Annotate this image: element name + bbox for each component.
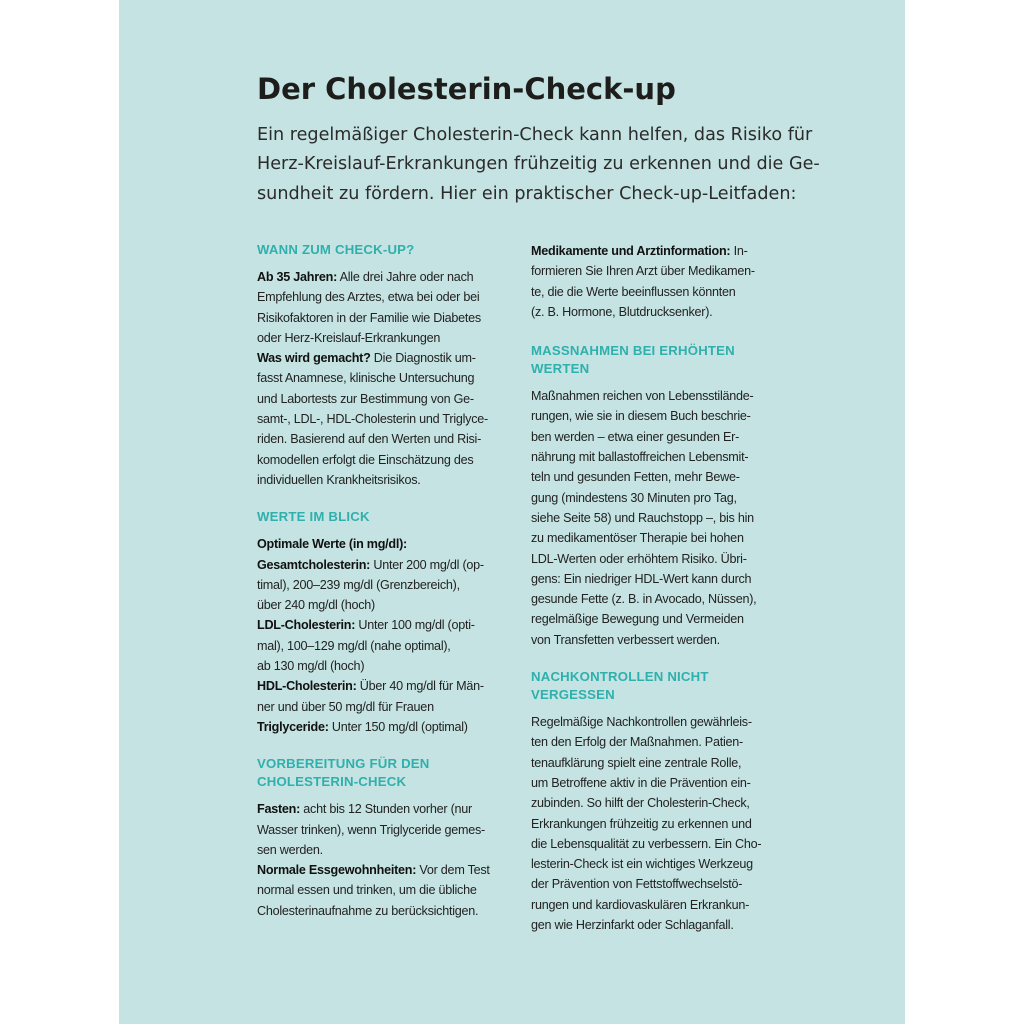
- line-text: Über 40 mg/dl für Män-: [356, 679, 484, 694]
- section-body: [531, 241, 776, 322]
- line-text: Maßnahmen reichen von Lebensstilände-: [531, 389, 754, 404]
- line-text: normal essen und trinken, um die übliche: [257, 883, 477, 898]
- line-text: regelmäßige Bewegung und Vermeiden: [531, 612, 744, 627]
- line-text: gung (mindestens 30 Minuten pro Tag,: [531, 490, 737, 505]
- bold-lead: Fasten:: [257, 802, 301, 817]
- line-text: rungen, wie sie in diesem Buch beschrie-: [531, 409, 751, 424]
- line-text: te, die die Werte beeinflussen könnten: [531, 284, 736, 299]
- line-text: zu medikamentöser Therapie bei hohen: [531, 531, 744, 546]
- text-line: [531, 427, 776, 447]
- text-line: [257, 656, 502, 676]
- line-text: mal), 100–129 mg/dl (nahe optimal),: [257, 638, 451, 653]
- text-line: [531, 447, 776, 467]
- line-text: von Transfetten verbessert werden.: [531, 632, 720, 647]
- line-text: ner und über 50 mg/dl für Frauen: [257, 699, 434, 714]
- bold-lead: Optimale Werte (in mg/dl):: [257, 537, 407, 552]
- section-body: [257, 267, 502, 490]
- text-line: [257, 799, 502, 819]
- section-body: [531, 386, 776, 650]
- section-heading: [257, 508, 502, 526]
- text-line: [531, 753, 776, 773]
- section-heading-line: WERTE IM BLICK: [257, 509, 370, 525]
- section-nachkontrollen: [531, 668, 776, 935]
- section-heading: [531, 342, 776, 378]
- text-line: [531, 589, 776, 609]
- line-text: oder Herz-Kreislauf-Erkrankungen: [257, 330, 441, 345]
- text-line: [531, 569, 776, 589]
- line-text: gesunde Fette (z. B. in Avocado, Nüssen),: [531, 592, 757, 607]
- line-text: Unter 100 mg/dl (opti-: [355, 618, 475, 633]
- text-line: [531, 386, 776, 406]
- text-line: [257, 615, 502, 635]
- bold-lead: LDL-Cholesterin:: [257, 618, 356, 633]
- bold-lead: Ab 35 Jahren:: [257, 270, 338, 284]
- text-line: [531, 874, 776, 894]
- text-line: [531, 488, 776, 508]
- bold-lead: Was wird gemacht?: [257, 351, 371, 366]
- intro-paragraph: [257, 121, 820, 209]
- line-text: tenaufklärung spielt eine zentrale Rolle,: [531, 755, 742, 770]
- line-text: samt-, LDL-, HDL-Cholesterin und Triglyce-: [257, 412, 488, 427]
- line-text: nährung mit ballastoffreichen Lebensmit-: [531, 450, 749, 465]
- line-text: über 240 mg/dl (hoch): [257, 598, 375, 613]
- text-line: [257, 308, 502, 328]
- section-heading-line: VORBEREITUNG FÜR DEN: [257, 756, 430, 772]
- text-line: [531, 834, 776, 854]
- text-line: [531, 528, 776, 548]
- bold-lead: Normale Essgewohnheiten:: [257, 863, 417, 878]
- line-text: fasst Anamnese, klinische Untersuchung: [257, 371, 475, 386]
- text-line: [531, 773, 776, 793]
- line-text: teln und gesunden Fetten, mehr Bewe-: [531, 470, 740, 485]
- text-line: [531, 467, 776, 487]
- line-text: timal), 200–239 mg/dl (Grenzbereich),: [257, 577, 460, 592]
- bold-lead: HDL-Cholesterin:: [257, 679, 357, 694]
- text-line: [531, 712, 776, 732]
- page-title: Der Cholesterin-Check-up: [257, 72, 676, 106]
- left-column: [257, 241, 502, 921]
- section-heading-line: WANN ZUM CHECK-UP?: [257, 242, 415, 257]
- section-body: [257, 799, 502, 921]
- text-line: [531, 302, 776, 322]
- text-line: [257, 717, 502, 737]
- line-text: Unter 200 mg/dl (op-: [370, 557, 484, 572]
- line-text: ab 130 mg/dl (hoch): [257, 659, 365, 674]
- line-text: individuellen Krankheitsrisikos.: [257, 472, 421, 487]
- section-heading-line: CHOLESTERIN-CHECK: [257, 774, 407, 790]
- intro-line: sundheit zu fördern. Hier ein praktischer Check-up-Leitfaden:: [257, 183, 797, 204]
- line-text: lesterin-Check ist ein wichtiges Werkzeug: [531, 857, 753, 872]
- line-text: und Labortests zur Bestimmung von Ge-: [257, 391, 474, 406]
- intro-line: Ein regelmäßiger Cholesterin-Check kann helfen, das Risiko für: [257, 125, 813, 145]
- line-text: formieren Sie Ihren Arzt über Medikamen-: [531, 264, 755, 279]
- text-line: [257, 636, 502, 656]
- section-wann: [257, 241, 502, 490]
- text-line: [531, 915, 776, 935]
- line-text: Empfehlung des Arztes, etwa bei oder bei: [257, 290, 480, 305]
- line-text: um Betroffene aktiv in die Prävention ein-: [531, 775, 751, 790]
- line-text: Cholesterinaufnahme zu berücksichtigen.: [257, 903, 479, 918]
- line-text: ben werden – etwa einer gesunden Er-: [531, 429, 740, 444]
- line-text: (z. B. Hormone, Blutdrucksenker).: [531, 304, 713, 319]
- line-text: siehe Seite 58) und Rauchstopp –, bis hin: [531, 510, 754, 525]
- text-line: [531, 814, 776, 834]
- bold-lead: Gesamtcholesterin:: [257, 557, 371, 572]
- section-heading: [531, 668, 776, 704]
- text-line: [531, 732, 776, 752]
- text-line: [531, 508, 776, 528]
- section-body: [531, 712, 776, 935]
- text-line: [257, 450, 502, 470]
- document-page: [119, 0, 905, 1024]
- text-line: [531, 549, 776, 569]
- text-line: [531, 241, 776, 261]
- line-text: LDL-Werten oder erhöhtem Risiko. Übri-: [531, 551, 747, 566]
- bold-lead: Medikamente und Arztinformation:: [531, 244, 731, 258]
- section-massnahmen: [531, 342, 776, 650]
- text-line: [257, 575, 502, 595]
- text-line: [257, 368, 502, 388]
- right-column: [531, 241, 776, 935]
- line-text: Die Diagnostik um-: [370, 351, 476, 366]
- line-text: gens: Ein niedriger HDL-Wert kann durch: [531, 571, 752, 586]
- line-text: In-: [730, 244, 748, 258]
- text-line: [257, 389, 502, 409]
- text-line: [257, 429, 502, 449]
- line-text: rungen und kardiovaskulären Erkrankun-: [531, 897, 750, 912]
- text-line: [531, 895, 776, 915]
- text-line: [257, 860, 502, 880]
- line-text: riden. Basierend auf den Werten und Risi-: [257, 432, 482, 447]
- line-text: Erkrankungen frühzeitig zu erkennen und: [531, 816, 752, 831]
- section-heading-line: VERGESSEN: [531, 687, 615, 703]
- section-body: [257, 534, 502, 737]
- text-line: [257, 676, 502, 696]
- text-line: [257, 820, 502, 840]
- bold-lead: Triglyceride:: [257, 719, 329, 734]
- line-text: Unter 150 mg/dl (optimal): [328, 719, 468, 734]
- text-line: [257, 287, 502, 307]
- text-line: [531, 261, 776, 281]
- line-text: acht bis 12 Stunden vorher (nur: [300, 802, 472, 817]
- text-line: [257, 880, 502, 900]
- line-text: Vor dem Test: [416, 863, 490, 878]
- text-line: [531, 282, 776, 302]
- section-heading: [257, 755, 502, 791]
- text-line: [531, 630, 776, 650]
- text-line: [257, 348, 502, 368]
- line-text: gen wie Herzinfarkt oder Schlaganfall.: [531, 918, 734, 933]
- section-heading-line: WERTEN: [531, 361, 590, 377]
- text-line: [531, 793, 776, 813]
- section-heading-line: NACHKONTROLLEN NICHT: [531, 669, 709, 685]
- line-text: Risikofaktoren in der Familie wie Diabetes: [257, 310, 481, 325]
- text-line: [257, 901, 502, 921]
- section-heading-line: MASSNAHMEN BEI ERHÖHTEN: [531, 343, 735, 359]
- text-line: [257, 409, 502, 429]
- text-line: [257, 267, 502, 287]
- line-text: die Lebensqualität zu verbessern. Ein Cho-: [531, 836, 762, 851]
- section-medikamente: [531, 241, 776, 322]
- line-text: komodellen erfolgt die Einschätzung des: [257, 452, 474, 467]
- text-line: [257, 470, 502, 490]
- section-vorbereitung: [257, 755, 502, 921]
- text-line: [531, 609, 776, 629]
- text-line: [257, 697, 502, 717]
- text-line: [257, 840, 502, 860]
- section-werte: [257, 508, 502, 737]
- text-line: [257, 328, 502, 348]
- text-line: [257, 595, 502, 615]
- text-line: [531, 406, 776, 426]
- line-text: sen werden.: [257, 842, 323, 857]
- line-text: Wasser trinken), wenn Triglyceride gemes-: [257, 822, 485, 837]
- section-heading: [257, 241, 502, 259]
- line-text: zubinden. So hilft der Cholesterin-Check,: [531, 796, 750, 811]
- text-line: [531, 854, 776, 874]
- text-line: [257, 534, 502, 554]
- text-line: [257, 555, 502, 575]
- line-text: ten den Erfolg der Maßnahmen. Patien-: [531, 735, 743, 750]
- line-text: Alle drei Jahre oder nach: [337, 270, 474, 284]
- intro-line: Herz-Kreislauf-Erkrankungen frühzeitig zu erkennen und die Ge-: [257, 154, 820, 175]
- line-text: der Prävention von Fettstoffwechselstö-: [531, 877, 743, 892]
- line-text: Regelmäßige Nachkontrollen gewährleis-: [531, 715, 752, 730]
